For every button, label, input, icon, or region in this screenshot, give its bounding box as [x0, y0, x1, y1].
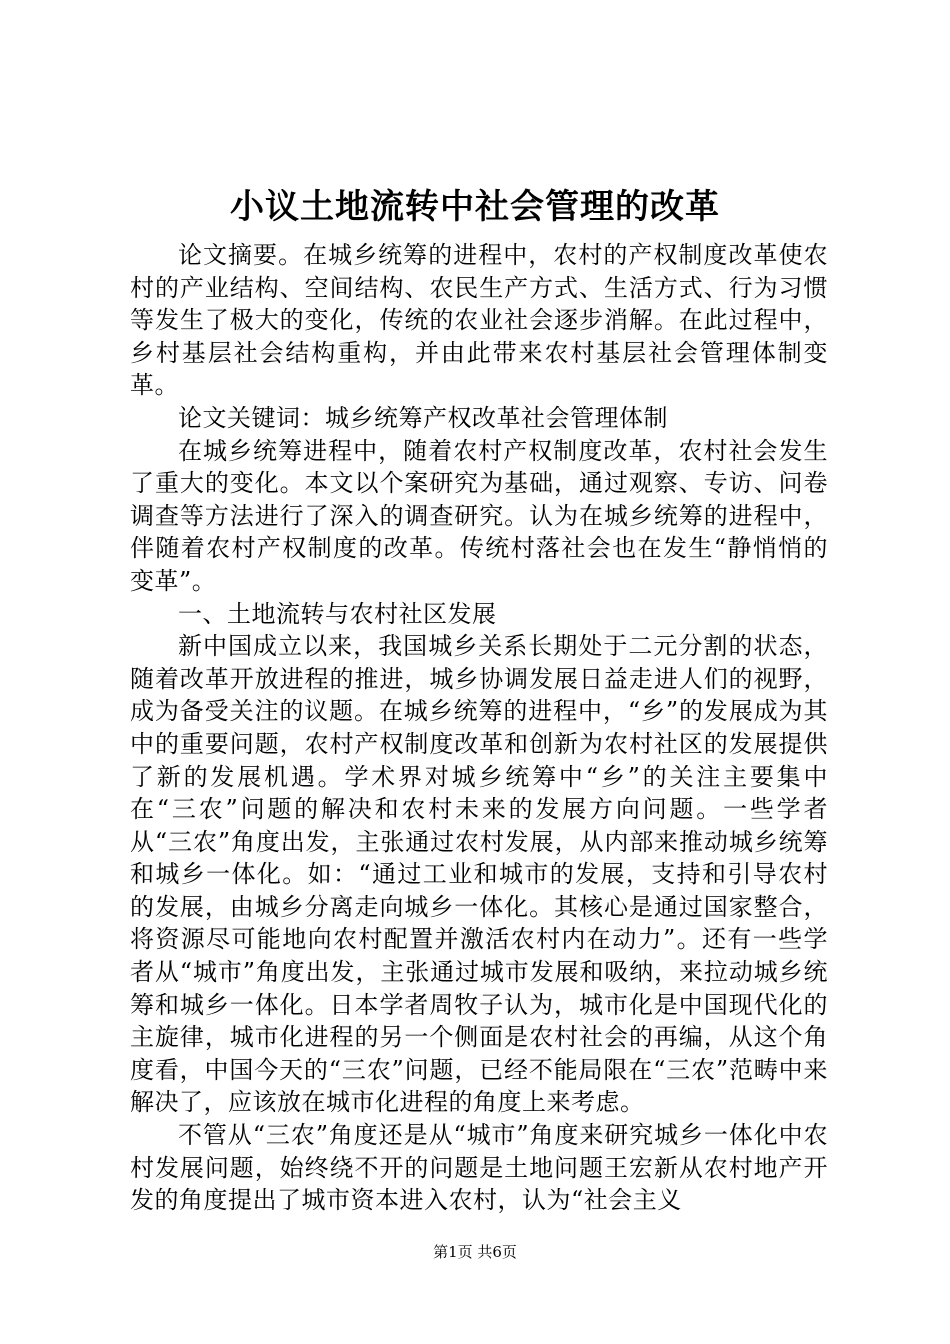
page-number-footer: 第1页 共6页 — [433, 1243, 517, 1261]
intro-paragraph: 在城乡统筹进程中，随着农村产权制度改革，农村社会发生了重大的变化。本文以个案研究为基础，通过观察、专访、问卷调查等方法进行了深入的调查研究。认为在城乡统筹的进程中，伴随着农村产权制度的改革。传统村落社会也在发生“静悄悄的变革”。 — [130, 436, 828, 595]
body-paragraph: 新中国成立以来，我国城乡关系长期处于二元分割的状态，随着改革开放进程的推进，城乡协调发展日益走进人们的视野，成为备受关注的议题。在城乡统筹的进程中，“乡”的发展成为其中的重要问题，农村产权制度改革和创新为农村社区的发展提供了新的发展机遇。学术界对城乡统筹中“乡”的关注主要集中在“三农”问题的解决和农村未来的发展方向问题。一些学者从“三农”角度出发，主张通过农村发展，从内部来推动城乡统筹和城乡一体化。如：“通过工业和城市的发展，支持和引导农村的发展，由城乡分离走向城乡一体化。其核心是通过国家整合，将资源尽可能地向农村配置并激活农村内在动力”。还有一些学者从“城市”角度出发，主张通过城市发展和吸纳，来拉动城乡统筹和城乡一体化。日本学者周牧子认为，城市化是中国现代化的主旋律，城市化进程的另一个侧面是农村社会的再编，从这个角度看，中国今天的“三农”问题，已经不能局限在“三农”范畴中来解决了，应该放在城市化进程的角度上来考虑。 — [130, 632, 828, 1117]
body-paragraph: 不管从“三农”角度还是从“城市”角度来研究城乡一体化中农村发展问题，始终绕不开的问题是土地问题王宏新从农村地产开发的角度提出了城市资本进入农村，认为“社会主义 — [130, 1121, 828, 1215]
document-title: 小议土地流转中社会管理的改革 — [230, 187, 720, 227]
keywords-paragraph: 论文关键词：城乡统筹产权改革社会管理体制 — [178, 403, 668, 432]
document-body — [130, 239, 828, 1217]
abstract-paragraph: 论文摘要。在城乡统筹的进程中，农村的产权制度改革使农村的产业结构、空间结构、农民生产方式、生活方式、行为习惯等发生了极大的变化，传统的农业社会逐步消解。在此过程中，乡村基层社会结构重构，并由此带来农村基层社会管理体制变革。 — [130, 241, 828, 400]
section-heading: 一、土地流转与农村社区发展 — [178, 599, 497, 628]
